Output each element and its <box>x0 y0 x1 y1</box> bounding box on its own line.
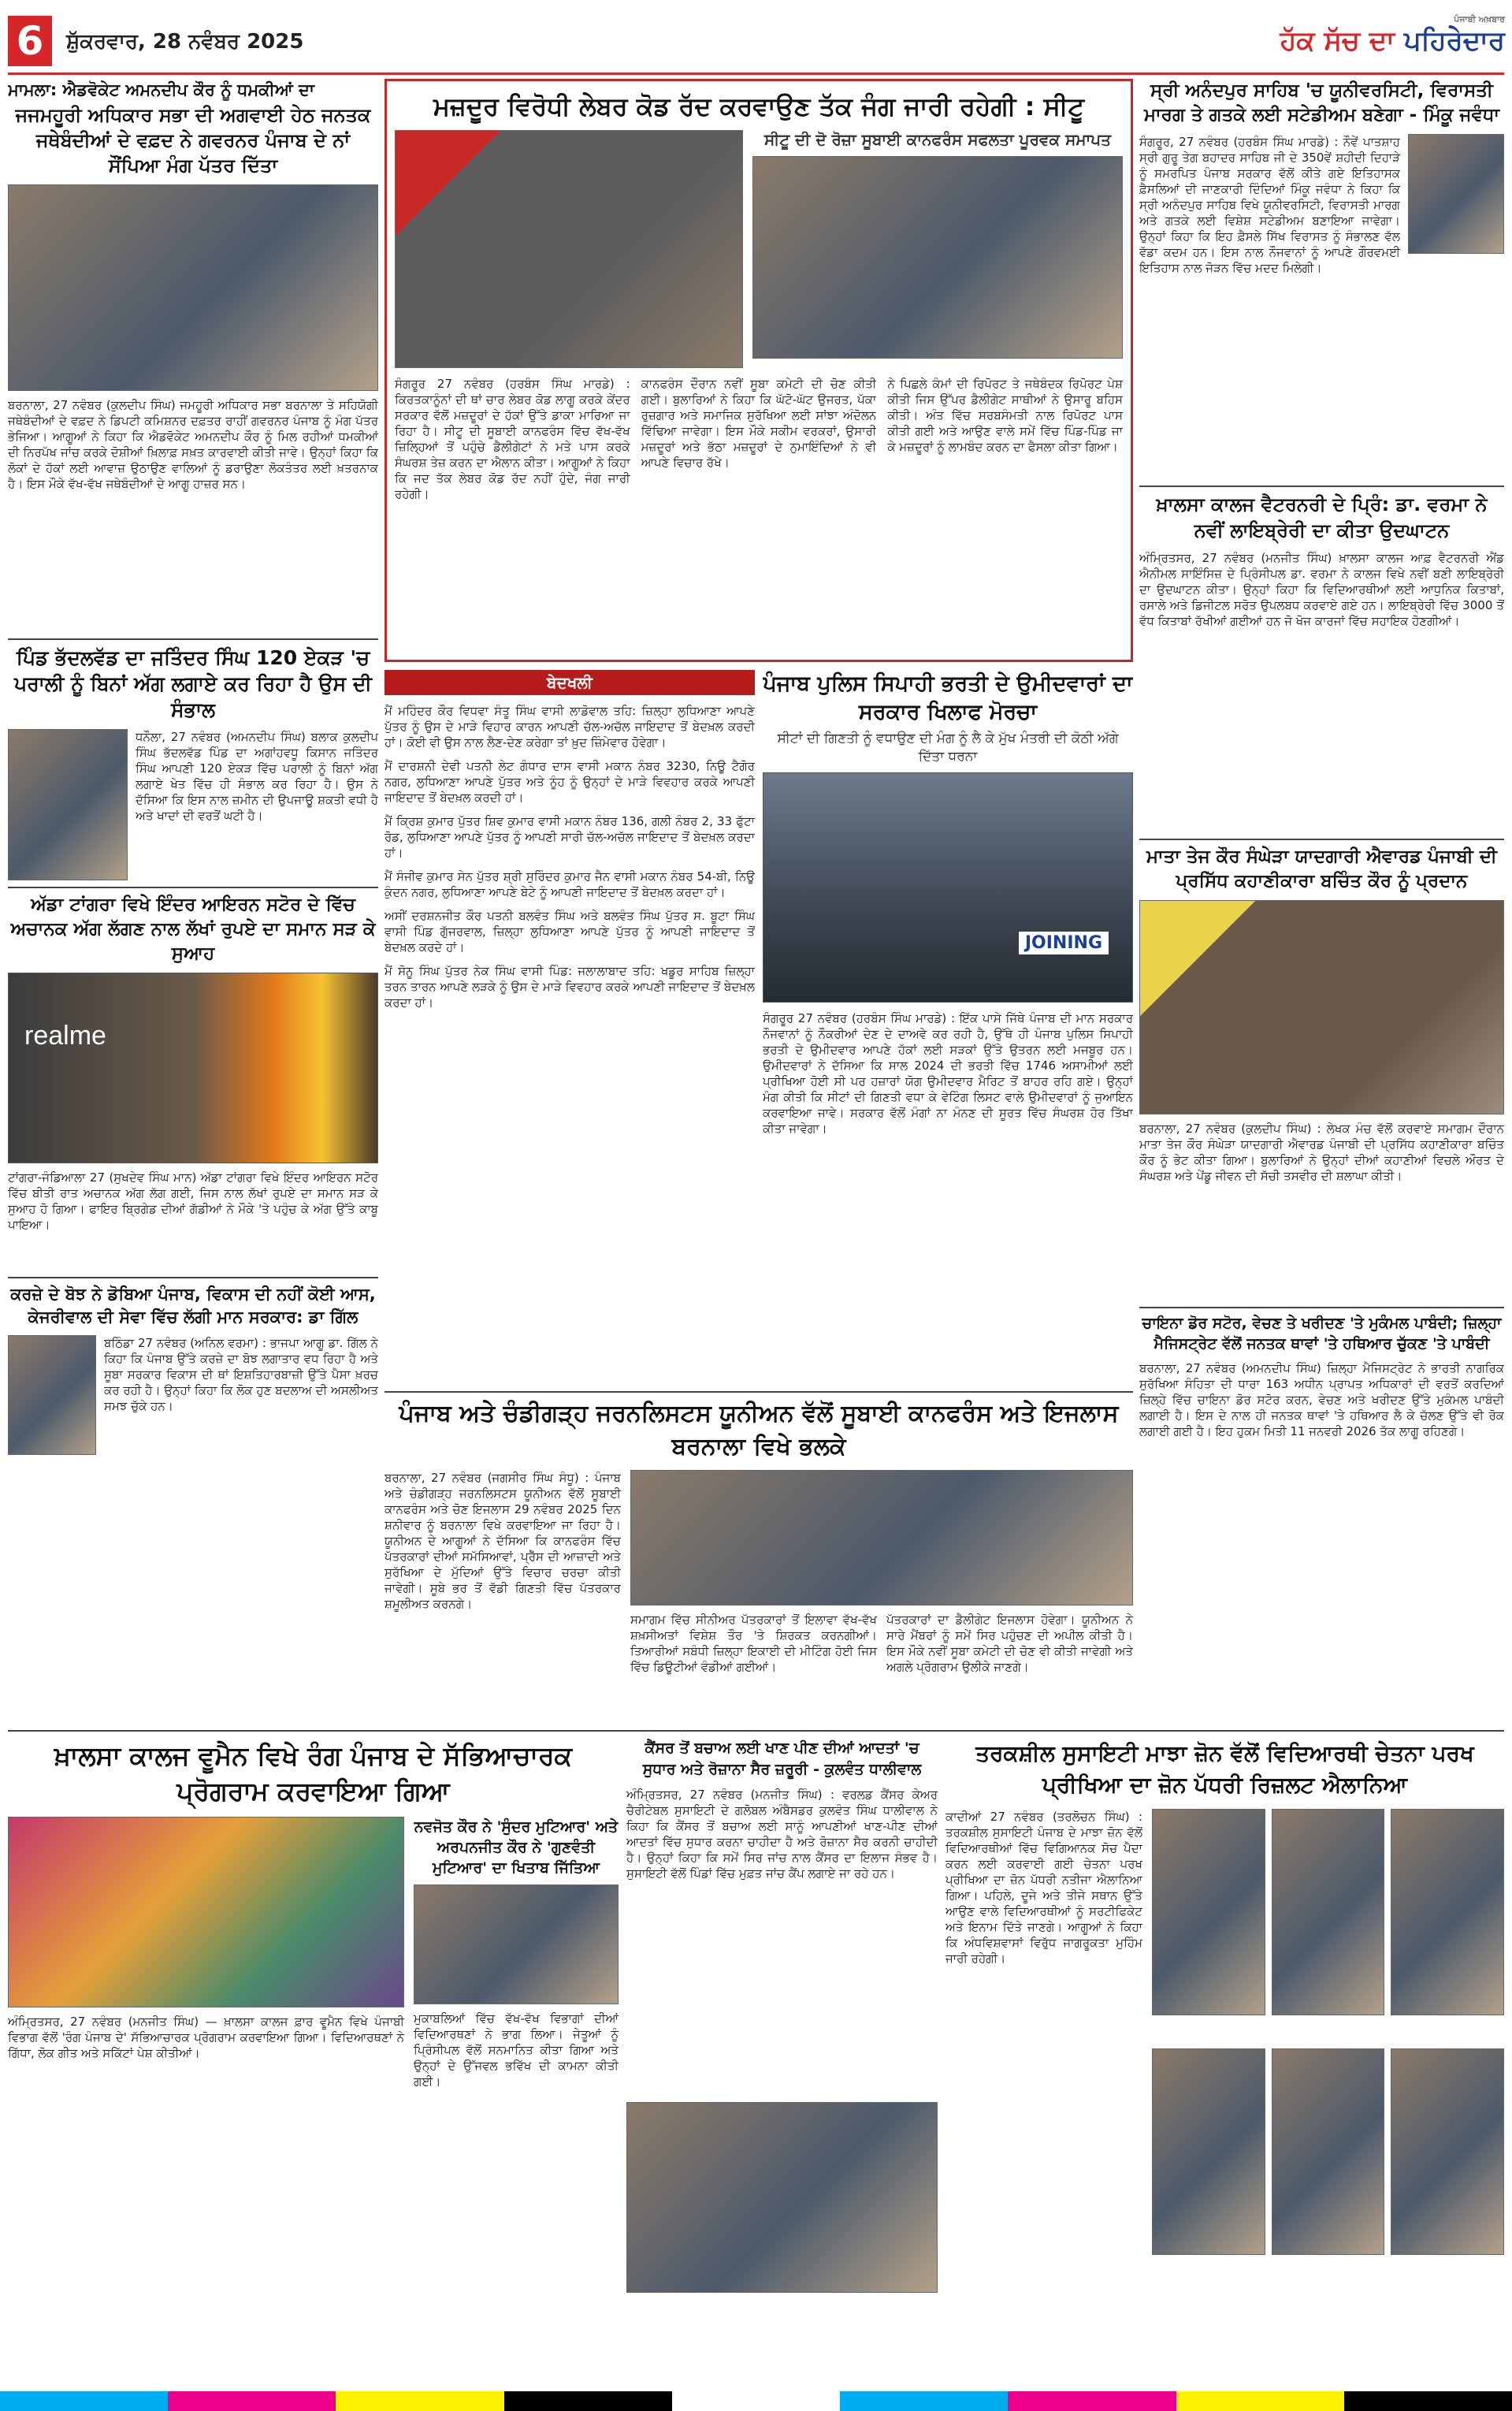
cancer-body: ਅੰਮ੍ਰਿਤਸਰ, 27 ਨਵੰਬਰ (ਮਨਜੀਤ ਸਿੰਘ) : ਵਰਲਡ ਕੈਂਸਰ ਕੇਅਰ ਚੈਰੀਟੇਬਲ ਸੁਸਾਇਟੀ ਦੇ ਗਲੋਬਲ ਅੰਬੈਸਡਰ ਕੁਲਵੰਤ ਸਿੰਘ ਧਾਲੀਵਾਲ ਨੇ ਕਿਹਾ ਕਿ ਕੈਂਸਰ ਤੋਂ ਬਚਾਅ ਲਈ ਸਾਨੂੰ ਆਪਣੀਆਂ ਖਾਣ-ਪੀਣ ਦੀਆਂ ਆਦਤਾਂ ਵਿੱਚ ਸੁਧਾਰ ਕਰਨਾ ਚਾਹੀਦਾ ਹੈ ਅਤੇ ਰੋਜ਼ਾਨਾ ਸੈਰ ਕਰਨੀ ਚਾਹੀਦੀ ਹੈ। ਉਨ੍ਹਾਂ ਕਿਹਾ ਕਿ ਸਮੇਂ ਸਿਰ ਜਾਂਚ ਨਾਲ ਕੈਂਸਰ ਦਾ ਇਲਾਜ ਸੰਭਵ ਹੈ। ਸੁਸਾਇਟੀ ਵੱਲੋਂ ਪਿੰਡਾਂ ਵਿੱਚ ਮੁਫ਼ਤ ਜਾਂਚ ਕੈਂਪ ਲਗਾਏ ਜਾ ਰਹੇ ਹਨ। <box>626 1788 938 1881</box>
divider <box>1139 839 1504 840</box>
date-line: ਸ਼ੁੱਕਰਵਾਰ, 28 ਨਵੰਬਰ 2025 <box>66 30 304 54</box>
color-swatch <box>1344 2391 1512 2411</box>
bedkhali-title: ਬੇਦਖਲੀ <box>385 670 755 695</box>
r-story1-headline: ਸ੍ਰੀ ਅਨੰਦਪੁਰ ਸਾਹਿਬ 'ਚ ਯੂਨੀਵਰਸਿਟੀ, ਵਿਰਾਸਤੀ ਮਾਰਗ ਤੇ ਗਤਕੇ ਲਈ ਸਟੇਡੀਅਮ ਬਣੇਗਾ - ਮਿੰਕੂ ਜਵੰਧਾ <box>1143 80 1500 125</box>
cancer-story <box>626 1738 938 2368</box>
masthead-rule <box>8 73 1504 75</box>
r-story3-headline: ਮਾਤਾ ਤੇਜ ਕੌਰ ਸੰਘੇੜਾ ਯਾਦਗਾਰੀ ਐਵਾਰਡ ਪੰਜਾਬੀ ਦੀ ਪ੍ਰਸਿੱਧ ਕਹਾਣੀਕਾਰਾ ਬਚਿੰਤ ਕੌਰ ਨੂੰ ਪ੍ਰਦਾਨ <box>1146 846 1497 891</box>
r-story2-body: ਅੰਮ੍ਰਿਤਸਰ, 27 ਨਵੰਬਰ (ਮਨਜੀਤ ਸਿੰਘ) ਖ਼ਾਲਸਾ ਕਾਲਜ ਆਫ਼ ਵੈਟਰਨਰੀ ਐਂਡ ਐਨੀਮਲ ਸਾਇੰਸਿਜ਼ ਦੇ ਪ੍ਰਿੰਸੀਪਲ ਡਾ. ਵਰਮਾ ਨੇ ਕਾਲਜ ਵਿਖੇ ਨਵੀਂ ਬਣੀ ਲਾਇਬ੍ਰੇਰੀ ਦਾ ਉਦਘਾਟਨ ਕੀਤਾ। ਉਨ੍ਹਾਂ ਕਿਹਾ ਕਿ ਵਿਦਿਆਰਥੀਆਂ ਲਈ ਆਧੁਨਿਕ ਕਿਤਾਬਾਂ, ਰਸਾਲੇ ਅਤੇ ਡਿਜੀਟਲ ਸਰੋਤ ਉਪਲਬਧ ਕਰਵਾਏ ਗਏ ਹਨ। ਲਾਇਬ੍ਰੇਰੀ ਵਿੱਚ 3000 ਤੋਂ ਵੱਧ ਕਿਤਾਬਾਂ ਰੱਖੀਆਂ ਗਈਆਂ ਹਨ ਜੋ ਖੋਜ ਕਾਰਜਾਂ ਵਿੱਚ ਸਹਾਇਕ ਹੋਣਗੀਆਂ। <box>1139 551 1504 628</box>
left-column <box>8 79 378 1726</box>
story1-headline: ਜਜਮਹੂਰੀ ਅਧਿਕਾਰ ਸਭਾ ਦੀ ਅਗਵਾਈ ਹੇਠ ਜਨਤਕ ਜਥੇਬੰਦੀਆਂ ਦੇ ਵਫ਼ਦ ਨੇ ਗਵਰਨਰ ਪੰਜਾਬ ਦੇ ਨਾਂ ਸੌਂਪਿਆ ਮੰਗ ਪੱਤਰ ਦਿੱਤਾ <box>15 104 371 177</box>
journalists-headline: ਪੰਜਾਬ ਅਤੇ ਚੰਡੀਗੜ੍ਹ ਜਰਨਲਿਸਟਸ ਯੂਨੀਅਨ ਵੱਲੋਂ ਸੂਬਾਈ ਕਾਨਫਰੰਸ ਅਤੇ ਇਜਲਾਸ ਬਰਨਾਲਾ ਵਿਖੇ ਭਲਕੇ <box>399 1400 1119 1460</box>
lead-headline: ਮਜ਼ਦੂਰ ਵਿਰੋਧੀ ਲੇਬਰ ਕੋਡ ਰੱਦ ਕਰਵਾਉਣ ਤੱਕ ਜੰਗ ਜਾਰੀ ਰਹੇਗੀ : ਸੀਟੂ <box>433 91 1084 121</box>
divider <box>8 638 378 640</box>
student-photo <box>1272 1809 1385 2015</box>
story3-headline: ਅੱਡਾ ਟਾਂਗਰਾ ਵਿਖੇ ਇੰਦਰ ਆਇਰਨ ਸਟੋਰ ਦੇ ਵਿੱਚ ਅਚਾਨਕ ਅੱਗ ਲੱਗਣ ਨਾਲ ਲੱਖਾਂ ਰੁਪਏ ਦਾ ਸਮਾਨ ਸੜ ਕੇ ਸੁਆਹ <box>10 895 376 964</box>
lead-photo-main <box>395 130 743 368</box>
tarksheel-body: ਕਾਦੀਆਂ 27 ਨਵੰਬਰ (ਤਰਲੋਚਨ ਸਿੰਘ) : ਤਰਕਸ਼ੀਲ ਸੁਸਾਇਟੀ ਪੰਜਾਬ ਦੇ ਮਾਝਾ ਜ਼ੋਨ ਵੱਲੋਂ ਵਿਦਿਆਰਥੀਆਂ ਵਿੱਚ ਵਿਗਿਆਨਕ ਸੋਚ ਪੈਦਾ ਕਰਨ ਲਈ ਕਰਵਾਈ ਗਈ ਚੇਤਨਾ ਪਰਖ ਪ੍ਰੀਖਿਆ ਦਾ ਜ਼ੋਨ ਪੱਧਰੀ ਨਤੀਜਾ ਐਲਾਨਿਆ ਗਿਆ। ਪਹਿਲੇ, ਦੂਜੇ ਅਤੇ ਤੀਜੇ ਸਥਾਨ ਉੱਤੇ ਆਉਣ ਵਾਲੇ ਵਿਦਿਆਰਥੀਆਂ ਨੂੰ ਸਰਟੀਫਿਕੇਟ ਅਤੇ ਇਨਾਮ ਦਿੱਤੇ ਜਾਣਗੇ। ਆਗੂਆਂ ਨੇ ਕਿਹਾ ਕਿ ਅੰਧਵਿਸ਼ਵਾਸਾਂ ਵਿਰੁੱਧ ਜਾਗਰੂਕਤਾ ਮੁਹਿੰਮ ਜਾਰੀ ਰਹੇਗੀ। <box>945 1810 1142 1966</box>
story2-headline: ਪਿੰਡ ਭੱਦਲਵੱਡ ਦਾ ਜਤਿੰਦਰ ਸਿੰਘ 120 ਏਕੜ 'ਚ ਪਰਾਲੀ ਨੂੰ ਬਿਨਾਂ ਅੱਗ ਲਗਾਏ ਕਰ ਰਿਹਾ ਹੈ ਉਸ ਦੀ ਸੰਭਾਲ <box>14 646 372 721</box>
navjot-headline: ਨਵਜੋਤ ਕੌਰ ਨੇ 'ਸੁੰਦਰ ਮੁਟਿਆਰ' ਅਤੇ ਅਰਪਨਜੀਤ ਕੌਰ ਨੇ 'ਗੁਣਵੰਤੀ ਮੁਟਿਆਰ' ਦਾ ਖਿਤਾਬ ਜਿੱਤਿਆ <box>414 1818 619 1877</box>
bedkhali-item: ਅਸੀਂ ਦਰਸ਼ਨਜੀਤ ਕੌਰ ਪਤਨੀ ਬਲਵੰਤ ਸਿੰਘ ਅਤੇ ਬਲਵੰਤ ਸਿੰਘ ਪੁੱਤਰ ਸ. ਬੂਟਾ ਸਿੰਘ ਵਾਸੀ ਪਿੰਡ ਗੁੱਜਰਵਾਲ, ਜ਼ਿਲ੍ਹਾ ਲੁਧਿਆਣਾ ਆਪਣੇ ਪੁੱਤਰ ਨੂੰ ਆਪਣੀ ਜਾਇਦਾਦ ਤੋਂ ਬੇਦਖ਼ਲ ਕਰਦੇ ਹਾਂ। <box>385 909 755 954</box>
journalists-photo <box>630 1470 1133 1605</box>
student-photo <box>1152 1809 1265 2015</box>
story1-photo <box>8 184 378 391</box>
lead-subhead: ਸੀਟੂ ਦੀ ਦੋ ਰੋਜ਼ਾ ਸੂਬਾਈ ਕਾਨਫਰੰਸ ਸਫਲਤਾ ਪੂਰਵਕ ਸਮਾਪਤ <box>763 130 1112 149</box>
police-subhead: ਸੀਟਾਂ ਦੀ ਗਿਣਤੀ ਨੂੰ ਵਧਾਉਣ ਦੀ ਮੰਗ ਨੂੰ ਲੈ ਕੇ ਮੁੱਖ ਮੰਤਰੀ ਦੀ ਕੋਠੀ ਅੱਗੇ ਦਿੱਤਾ ਧਰਨਾ <box>777 731 1119 765</box>
student-photo <box>1391 1809 1504 2015</box>
story4-body: ਬਠਿੰਡਾ 27 ਨਵੰਬਰ (ਅਨਿਲ ਵਰਮਾ) : ਭਾਜਪਾ ਆਗੂ ਡਾ. ਗਿੱਲ ਨੇ ਕਿਹਾ ਕਿ ਪੰਜਾਬ ਉੱਤੇ ਕਰਜ਼ੇ ਦਾ ਬੋਝ ਲਗਾਤਾਰ ਵਧ ਰਿਹਾ ਹੈ ਅਤੇ ਸੂਬਾ ਸਰਕਾਰ ਵਿਕਾਸ ਦੀ ਥਾਂ ਇਸ਼ਤਿਹਾਰਬਾਜ਼ੀ ਉੱਤੇ ਪੈਸਾ ਖ਼ਰਚ ਕਰ ਰਹੀ ਹੈ। ਉਨ੍ਹਾਂ ਕਿਹਾ ਕਿ ਲੋਕ ਹੁਣ ਬਦਲਾਅ ਦੀ ਅਸਲੀਅਤ ਸਮਝ ਚੁੱਕੇ ਹਨ। <box>104 1336 378 1413</box>
page-number: 6 <box>8 16 52 66</box>
store-sign-text: realme <box>24 1021 106 1051</box>
student-photo <box>1152 2048 1265 2255</box>
student-photo <box>1391 2048 1504 2255</box>
lead-body-mid: ਕਾਨਫਰੰਸ ਦੌਰਾਨ ਨਵੀਂ ਸੂਬਾ ਕਮੇਟੀ ਦੀ ਚੋਣ ਕੀਤੀ ਗਈ। ਬੁਲਾਰਿਆਂ ਨੇ ਕਿਹਾ ਕਿ ਘੱਟੋ-ਘੱਟ ਉਜਰਤ, ਪੱਕਾ ਰੁਜ਼ਗਾਰ ਅਤੇ ਸਮਾਜਿਕ ਸੁਰੱਖਿਆ ਲਈ ਸਾਂਝਾ ਅੰਦੋਲਨ ਵਿੱਢਿਆ ਜਾਵੇਗਾ। ਇਸ ਮੌਕੇ ਸਕੀਮ ਵਰਕਰਾਂ, ਉਸਾਰੀ ਮਜ਼ਦੂਰਾਂ ਅਤੇ ਭੱਠਾ ਮਜ਼ਦੂਰਾਂ ਦੇ ਨੁਮਾਇੰਦਿਆਂ ਨੇ ਵੀ ਆਪਣੇ ਵਿਚਾਰ ਰੱਖੇ। <box>641 377 877 470</box>
fire-photo <box>8 973 378 1163</box>
right-column <box>1139 79 1504 1726</box>
lead-body-right: ਨੇ ਪਿਛਲੇ ਕੰਮਾਂ ਦੀ ਰਿਪੋਰਟ ਤੇ ਜਥੇਬੰਦਕ ਰਿਪੋਰਟ ਪੇਸ਼ ਕੀਤੀ ਜਿਸ ਉੱਪਰ ਡੈਲੀਗੇਟ ਸਾਥੀਆਂ ਨੇ ਉਸਾਰੂ ਬਹਿਸ ਕੀਤੀ। ਅੰਤ ਵਿੱਚ ਸਰਬਸੰਮਤੀ ਨਾਲ ਰਿਪੋਰਟ ਪਾਸ ਕੀਤੀ ਗਈ ਅਤੇ ਆਉਣ ਵਾਲੇ ਸਮੇਂ ਵਿੱਚ ਪਿੰਡ-ਪਿੰਡ ਜਾ ਕੇ ਮਜ਼ਦੂਰਾਂ ਨੂੰ ਲਾਮਬੰਦ ਕਰਨ ਦਾ ਫੈਸਲਾ ਕੀਤਾ ਗਿਆ। <box>887 377 1124 454</box>
color-swatch <box>168 2391 336 2411</box>
bedkhali-item: ਮੈਂ ਸੋਨੂ ਸਿੰਘ ਪੁੱਤਰ ਨੇਕ ਸਿੰਘ ਵਾਸੀ ਪਿੰਡ: ਜਲਾਲਾਬਾਦ ਤਹਿ: ਖਡੂਰ ਸਾਹਿਬ ਜ਼ਿਲ੍ਹਾ ਤਰਨ ਤਾਰਨ ਆਪਣੇ ਲੜਕੇ ਨੂੰ ਉਸ ਦੇ ਮਾੜੇ ਵਿਵਹਾਰ ਕਰਕੇ ਆਪਣੀ ਜਾਇਦਾਦ ਤੋਂ ਬੇਦਖ਼ਲ ਕਰਦਾ ਹਾਂ। <box>385 964 755 1010</box>
tarksheel-headline: ਤਰਕਸ਼ੀਲ ਸੁਸਾਇਟੀ ਮਾਝਾ ਜ਼ੋਨ ਵੱਲੋਂ ਵਿਦਿਆਰਥੀ ਚੇਤਨਾ ਪਰਖ ਪ੍ਰੀਖਿਆ ਦਾ ਜ਼ੋਨ ਪੱਧਰੀ ਰਿਜ਼ਲਟ ਐਲਾਨਿਆ <box>975 1740 1474 1798</box>
divider <box>1139 1307 1504 1308</box>
journalists-story <box>385 1391 1133 1722</box>
journalists-body-mid: ਸਮਾਗਮ ਵਿੱਚ ਸੀਨੀਅਰ ਪੱਤਰਕਾਰਾਂ ਤੋਂ ਇਲਾਵਾ ਵੱਖ-ਵੱਖ ਸ਼ਖ਼ਸੀਅਤਾਂ ਵਿਸ਼ੇਸ਼ ਤੌਰ 'ਤੇ ਸ਼ਿਰਕਤ ਕਰਨਗੀਆਂ। ਤਿਆਰੀਆਂ ਸਬੰਧੀ ਜ਼ਿਲ੍ਹਾ ਇਕਾਈ ਦੀ ਮੀਟਿੰਗ ਹੋਈ ਜਿਸ ਵਿੱਚ ਡਿਊਟੀਆਂ ਵੰਡੀਆਂ ਗਈਆਂ। <box>630 1613 877 1674</box>
lead-photo-crowd <box>752 156 1123 359</box>
bedkhali-item: ਮੈਂ ਮਹਿੰਦਰ ਕੌਰ ਵਿਧਵਾ ਸੰਤੂ ਸਿੰਘ ਵਾਸੀ ਲਾਡੋਵਾਲ ਤਹਿ: ਜ਼ਿਲ੍ਹਾ ਲੁਧਿਆਣਾ ਆਪਣੇ ਪੁੱਤਰ ਨੂੰ ਉਸ ਦੇ ਮਾੜੇ ਵਿਹਾਰ ਕਾਰਨ ਆਪਣੀ ਚੱਲ-ਅਚੱਲ ਜਾਇਦਾਦ ਤੋਂ ਬੇਦਖ਼ਲ ਕਰਦੀ ਹਾਂ। ਕੋਈ ਵੀ ਉਸ ਨਾਲ ਲੈਣ-ਦੇਣ ਕਰੇਗਾ ਤਾਂ ਖ਼ੁਦ ਜ਼ਿੰਮੇਵਾਰ ਹੋਵੇਗਾ। <box>385 704 755 750</box>
color-swatch <box>672 2391 840 2411</box>
divider <box>1139 486 1504 487</box>
color-swatch <box>1008 2391 1176 2411</box>
print-color-band <box>0 2391 1512 2411</box>
cancer-headline: ਕੈਂਸਰ ਤੋਂ ਬਚਾਅ ਲਈ ਖਾਣ ਪੀਣ ਦੀਆਂ ਆਦਤਾਂ 'ਚ ਸੁਧਾਰ ਅਤੇ ਰੋਜ਼ਾਨਾ ਸੈਰ ਜ਼ਰੂਰੀ - ਕੁਲਵੰਤ ਧਾਲੀਵਾਲ <box>642 1739 922 1778</box>
bedkhali-item: ਮੈਂ ਦਾਰਸ਼ਨੀ ਦੇਵੀ ਪਤਨੀ ਲੇਟ ਗੰਧਾਰ ਦਾਸ ਵਾਸੀ ਮਕਾਨ ਨੰਬਰ 3230, ਨਿਊ ਟੈਗੋਰ ਨਗਰ, ਲੁਧਿਆਣਾ ਆਪਣੇ ਪੁੱਤਰ ਅਤੇ ਨੂੰਹ ਨੂੰ ਉਨ੍ਹਾਂ ਦੇ ਮਾੜੇ ਵਿਵਹਾਰ ਕਰਕੇ ਆਪਣੀ ਜਾਇਦਾਦ ਤੋਂ ਬੇਦਖ਼ਲ ਕਰਦੀ ਹਾਂ। <box>385 759 755 805</box>
brand-logo <box>1135 14 1505 61</box>
r-story4-body: ਬਰਨਾਲਾ, 27 ਨਵੰਬਰ (ਅਮਨਦੀਪ ਸਿੰਘ) ਜ਼ਿਲ੍ਹਾ ਮੈਜਿਸਟ੍ਰੇਟ ਨੇ ਭਾਰਤੀ ਨਾਗਰਿਕ ਸੁਰੱਖਿਆ ਸੰਹਿਤਾ ਦੀ ਧਾਰਾ 163 ਅਧੀਨ ਪ੍ਰਾਪਤ ਅਧਿਕਾਰਾਂ ਦੀ ਵਰਤੋਂ ਕਰਦਿਆਂ ਜ਼ਿਲ੍ਹੇ ਵਿੱਚ ਚਾਇਨਾ ਡੋਰ ਸਟੋਰ ਕਰਨ, ਵੇਚਣ ਅਤੇ ਖਰੀਦਣ ਉੱਤੇ ਮੁਕੰਮਲ ਪਾਬੰਦੀ ਲਗਾਈ ਹੈ। ਇਸ ਦੇ ਨਾਲ ਹੀ ਜਨਤਕ ਥਾਵਾਂ 'ਤੇ ਹਥਿਆਰ ਲੈ ਕੇ ਚੱਲਣ ਉੱਤੇ ਵੀ ਰੋਕ ਲਗਾਈ ਗਈ ਹੈ। ਇਹ ਹੁਕਮ ਮਿਤੀ 11 ਜਨਵਰੀ 2026 ਤੱਕ ਲਾਗੂ ਰਹਿਣਗੇ। <box>1139 1361 1504 1438</box>
award-photo <box>1139 900 1504 1114</box>
speaker-portrait <box>8 1335 96 1455</box>
protest-photo <box>763 772 1133 1003</box>
r-story1-body: ਸੰਗਰੂਰ, 27 ਨਵੰਬਰ (ਹਰਬੰਸ ਸਿੰਘ ਮਾਰਡੇ) : ਨੌਵੇਂ ਪਾਤਸ਼ਾਹ ਸ੍ਰੀ ਗੁਰੂ ਤੇਗ ਬਹਾਦਰ ਸਾਹਿਬ ਜੀ ਦੇ 350ਵੇਂ ਸ਼ਹੀਦੀ ਦਿਹਾੜੇ ਨੂੰ ਸਮਰਪਿਤ ਪੰਜਾਬ ਸਰਕਾਰ ਵੱਲੋਂ ਕੀਤੇ ਗਏ ਇਤਿਹਾਸਕ ਫ਼ੈਸਲਿਆਂ ਦੀ ਜਾਣਕਾਰੀ ਦਿੰਦਿਆਂ ਮਿੰਕੂ ਜਵੰਧਾ ਨੇ ਕਿਹਾ ਕਿ ਸ੍ਰੀ ਅਨੰਦਪੁਰ ਸਾਹਿਬ ਵਿਖੇ ਯੂਨੀਵਰਸਿਟੀ, ਵਿਰਾਸਤੀ ਮਾਰਗ ਅਤੇ ਗਤਕੇ ਲਈ ਵਿਸ਼ੇਸ਼ ਸਟੇਡੀਅਮ ਬਣਾਇਆ ਜਾਵੇਗਾ। ਉਨ੍ਹਾਂ ਕਿਹਾ ਕਿ ਇਹ ਫ਼ੈਸਲੇ ਸਿੱਖ ਵਿਰਾਸਤ ਨੂੰ ਸੰਭਾਲਣ ਵੱਲ ਵੱਡਾ ਕਦਮ ਹਨ। ਇਸ ਨਾਲ ਨੌਜਵਾਨਾਂ ਨੂੰ ਆਪਣੇ ਗੌਰਵਮਈ ਇਤਿਹਾਸ ਨਾਲ ਜੋੜਨ ਵਿੱਚ ਮਦਦ ਮਿਲੇਗੀ। <box>1139 135 1400 275</box>
r-story4-headline: ਚਾਇਨਾ ਡੋਰ ਸਟੋਰ, ਵੇਚਣ ਤੇ ਖਰੀਦਣ 'ਤੇ ਮੁਕੰਮਲ ਪਾਬੰਦੀ; ਜ਼ਿਲ੍ਹਾ ਮੈਜਿਸਟ੍ਰੇਟ ਵੱਲੋਂ ਜਨਤਕ ਥਾਵਾਂ 'ਤੇ ਹਥਿਆਰ ਚੁੱਕਣ 'ਤੇ ਪਾਬੰਦੀ <box>1142 1315 1502 1352</box>
tarksheel-story <box>945 1738 1504 2368</box>
khalsa-story <box>8 1738 619 2368</box>
lead-story-box <box>385 79 1133 662</box>
journalists-body-right: ਪੱਤਰਕਾਰਾਂ ਦਾ ਡੈਲੀਗੇਟ ਇਜਲਾਸ ਹੋਵੇਗਾ। ਯੂਨੀਅਨ ਨੇ ਸਾਰੇ ਮੈਂਬਰਾਂ ਨੂੰ ਸਮੇਂ ਸਿਰ ਪਹੁੰਚਣ ਦੀ ਅਪੀਲ ਕੀਤੀ ਹੈ। ਇਸ ਮੌਕੇ ਨਵੀਂ ਸੂਬਾ ਕਮੇਟੀ ਦੀ ਚੋਣ ਵੀ ਕੀਤੀ ਜਾਵੇਗੀ ਅਤੇ ਅਗਲੇ ਪ੍ਰੋਗਰਾਮ ਉਲੀਕੇ ਜਾਣਗੇ। <box>886 1613 1133 1674</box>
police-body: ਸੰਗਰੂਰ 27 ਨਵੰਬਰ (ਹਰਬੰਸ ਸਿੰਘ ਮਾਰਡੇ) : ਇੱਕ ਪਾਸੇ ਜਿੱਥੇ ਪੰਜਾਬ ਦੀ ਮਾਨ ਸਰਕਾਰ ਨੌਜਵਾਨਾਂ ਨੂੰ ਨੌਕਰੀਆਂ ਦੇਣ ਦੇ ਦਾਅਵੇ ਕਰ ਰਹੀ ਹੈ, ਉੱਥੇ ਹੀ ਪੰਜਾਬ ਪੁਲਿਸ ਸਿਪਾਹੀ ਭਰਤੀ ਦੇ ਉਮੀਦਵਾਰ ਆਪਣੇ ਹੱਕਾਂ ਲਈ ਸੜਕਾਂ ਉੱਤੇ ਉਤਰਨ ਲਈ ਮਜਬੂਰ ਹਨ। ਉਮੀਦਵਾਰਾਂ ਨੇ ਦੱਸਿਆ ਕਿ ਸਾਲ 2024 ਦੀ ਭਰਤੀ ਵਿੱਚ 1746 ਅਸਾਮੀਆਂ ਲਈ ਪ੍ਰੀਖਿਆ ਹੋਈ ਸੀ ਪਰ ਹਜ਼ਾਰਾਂ ਯੋਗ ਉਮੀਦਵਾਰ ਮੈਰਿਟ ਤੋਂ ਬਾਹਰ ਰਹਿ ਗਏ। ਉਨ੍ਹਾਂ ਮੰਗ ਕੀਤੀ ਕਿ ਸੀਟਾਂ ਦੀ ਗਿਣਤੀ ਵਧਾ ਕੇ ਵੇਟਿੰਗ ਲਿਸਟ ਵਾਲੇ ਉਮੀਦਵਾਰਾਂ ਨੂੰ ਜੁਆਇਨ ਕਰਵਾਇਆ ਜਾਵੇ। ਸਰਕਾਰ ਵੱਲੋਂ ਮੰਗਾਂ ਨਾ ਮੰਨਣ ਦੀ ਸੂਰਤ ਵਿੱਚ ਸੰਘਰਸ਼ ਹੋਰ ਤਿੱਖਾ ਕੀਤਾ ਜਾਵੇਗਾ। <box>763 1011 1133 1136</box>
journalists-body-left: ਬਰਨਾਲਾ, 27 ਨਵੰਬਰ (ਜਗਸੀਰ ਸਿੰਘ ਸੰਧੂ) : ਪੰਜਾਬ ਅਤੇ ਚੰਡੀਗੜ੍ਹ ਜਰਨਲਿਸਟਸ ਯੂਨੀਅਨ ਵੱਲੋਂ ਸੂਬਾਈ ਕਾਨਫਰੰਸ ਅਤੇ ਚੋਣ ਇਜਲਾਸ 29 ਨਵੰਬਰ 2025 ਦਿਨ ਸ਼ਨੀਵਾਰ ਨੂੰ ਬਰਨਾਲਾ ਵਿਖੇ ਕਰਵਾਇਆ ਜਾ ਰਿਹਾ ਹੈ। ਯੂਨੀਅਨ ਦੇ ਆਗੂਆਂ ਨੇ ਦੱਸਿਆ ਕਿ ਕਾਨਫਰੰਸ ਵਿੱਚ ਪੱਤਰਕਾਰਾਂ ਦੀਆਂ ਸਮੱਸਿਆਵਾਂ, ਪ੍ਰੈੱਸ ਦੀ ਆਜ਼ਾਦੀ ਅਤੇ ਸੁਰੱਖਿਆ ਦੇ ਮੁੱਦਿਆਂ ਉੱਤੇ ਵਿਚਾਰ ਚਰਚਾ ਕੀਤੀ ਜਾਵੇਗੀ। ਸੂਬੇ ਭਰ ਤੋਂ ਵੱਡੀ ਗਿਣਤੀ ਵਿੱਚ ਪੱਤਰਕਾਰ ਸ਼ਮੂਲੀਅਤ ਕਰਨਗੇ। <box>385 1471 621 1611</box>
khalsa-group-photo <box>8 1817 404 2007</box>
brand-tag: ਪੰਜਾਬੀ ਅਖ਼ਬਾਰ <box>1454 14 1505 24</box>
divider <box>8 887 378 888</box>
student-photo <box>1272 2048 1385 2255</box>
story2-body: ਧਨੌਲਾ, 27 ਨਵੰਬਰ (ਅਮਨਦੀਪ ਸਿੰਘ) ਬਲਾਕ ਕੁਲਦੀਪ ਸਿੰਘ ਭੱਦਲਵੱਡ ਪਿੰਡ ਦਾ ਅਗਾਂਹਵਧੂ ਕਿਸਾਨ ਜਤਿੰਦਰ ਸਿੰਘ ਆਪਣੀ 120 ਏਕੜ ਵਿੱਚ ਪਰਾਲੀ ਨੂੰ ਬਿਨਾਂ ਅੱਗ ਲਗਾਏ ਖੇਤ ਵਿੱਚ ਹੀ ਸੰਭਾਲ ਕਰ ਰਿਹਾ ਹੈ। ਉਸ ਨੇ ਦੱਸਿਆ ਕਿ ਇਸ ਨਾਲ ਜ਼ਮੀਨ ਦੀ ਉਪਜਾਊ ਸ਼ਕਤੀ ਵਧੀ ਹੈ ਅਤੇ ਖਾਦਾਂ ਦੀ ਵਰਤੋਂ ਘਟੀ ਹੈ। <box>136 730 378 823</box>
minister-portrait <box>1408 134 1504 254</box>
color-swatch <box>336 2391 503 2411</box>
story3-body: ਟਾਂਗਰਾ-ਜੰਡਿਆਲਾ 27 (ਸੁਖਦੇਵ ਸਿੰਘ ਮਾਨ) ਅੱਡਾ ਟਾਂਗਰਾ ਵਿਖੇ ਇੰਦਰ ਆਇਰਨ ਸਟੋਰ ਵਿੱਚ ਬੀਤੀ ਰਾਤ ਅਚਾਨਕ ਅੱਗ ਲੱਗ ਗਈ, ਜਿਸ ਨਾਲ ਲੱਖਾਂ ਰੁਪਏ ਦਾ ਸਮਾਨ ਸੜ ਕੇ ਸੁਆਹ ਹੋ ਗਿਆ। ਫਾਇਰ ਬ੍ਰਿਗੇਡ ਦੀਆਂ ਗੱਡੀਆਂ ਨੇ ਮੌਕੇ 'ਤੇ ਪਹੁੰਚ ਕੇ ਅੱਗ ਉੱਤੇ ਕਾਬੂ ਪਾਇਆ। <box>8 1170 378 1232</box>
color-swatch <box>0 2391 168 2411</box>
brand-part1: ਹੱਕ ਸੱਚ ਦਾ <box>1280 25 1395 57</box>
story4-headline: ਕਰਜ਼ੇ ਦੇ ਬੋਝ ਨੇ ਡੋਬਿਆ ਪੰਜਾਬ, ਵਿਕਾਸ ਦੀ ਨਹੀਂ ਕੋਈ ਆਸ, ਕੇਜਰੀਵਾਲ ਦੀ ਸੇਵਾ ਵਿੱਚ ਲੱਗੀ ਮਾਨ ਸਰਕਾਰ: ਡਾ ਗਿੱਲ <box>10 1285 376 1326</box>
farmer-portrait <box>8 729 128 880</box>
color-swatch <box>1176 2391 1344 2411</box>
divider <box>8 1277 378 1278</box>
r-story2-headline: ਖ਼ਾਲਸਾ ਕਾਲਜ ਵੈਟਰਨਰੀ ਦੇ ਪ੍ਰਿੰ: ਡਾ. ਵਰਮਾ ਨੇ ਨਵੀਂ ਲਾਇਬ੍ਰੇਰੀ ਦਾ ਕੀਤਾ ਉਦਘਾਟਨ <box>1156 493 1488 541</box>
lead-body-left: ਸੰਗਰੂਰ 27 ਨਵੰਬਰ (ਹਰਬੰਸ ਸਿੰਘ ਮਾਰਡੇ) : ਕਿਰਤਕਾਨੂੰਨਾਂ ਦੀ ਥਾਂ ਚਾਰ ਲੇਬਰ ਕੋਡ ਲਾਗੂ ਕਰਕੇ ਕੇਂਦਰ ਸਰਕਾਰ ਵੱਲੋਂ ਮਜ਼ਦੂਰਾਂ ਦੇ ਹੱਕਾਂ ਉੱਤੇ ਡਾਕਾ ਮਾਰਿਆ ਜਾ ਰਿਹਾ ਹੈ। ਸੀਟੂ ਦੀ ਸੂਬਾਈ ਕਾਨਫਰੰਸ ਵਿੱਚ ਵੱਖ-ਵੱਖ ਜ਼ਿਲ੍ਹਿਆਂ ਤੋਂ ਪਹੁੰਚੇ ਡੈਲੀਗੇਟਾਂ ਨੇ ਮਤੇ ਪਾਸ ਕਰਕੇ ਸੰਘਰਸ਼ ਤੇਜ਼ ਕਰਨ ਦਾ ਐਲਾਨ ਕੀਤਾ। ਆਗੂਆਂ ਨੇ ਕਿਹਾ ਕਿ ਜਦ ਤੱਕ ਲੇਬਰ ਕੋਡ ਰੱਦ ਨਹੀਂ ਹੁੰਦੇ, ਜੰਗ ਜਾਰੀ ਰਹੇਗੀ। <box>395 377 630 501</box>
khalsa-body: ਅੰਮ੍ਰਿਤਸਰ, 27 ਨਵੰਬਰ (ਮਨਜੀਤ ਸਿੰਘ) — ਖ਼ਾਲਸਾ ਕਾਲਜ ਫ਼ਾਰ ਵੂਮੈਨ ਵਿਖੇ ਪੰਜਾਬੀ ਵਿਭਾਗ ਵੱਲੋਂ 'ਰੰਗ ਪੰਜਾਬ ਦੇ' ਸੱਭਿਆਚਾਰਕ ਪ੍ਰੋਗਰਾਮ ਕਰਵਾਇਆ ਗਿਆ। ਵਿਦਿਆਰਥਣਾਂ ਨੇ ਗਿੱਧਾ, ਲੋਕ ਗੀਤ ਅਤੇ ਸਕਿੱਟਾਂ ਪੇਸ਼ ਕੀਤੀਆਂ। <box>8 2015 404 2060</box>
bottom-divider <box>8 1730 1504 1732</box>
brand-part2: ਪਹਿਰੇਦਾਰ <box>1403 25 1505 57</box>
story1-label: ਮਾਮਲਾ: ਐਡਵੋਕੇਟ ਅਮਨਦੀਪ ਕੌਰ ਨੂੰ ਧਮਕੀਆਂ ਦਾ <box>8 80 314 99</box>
navjot-body: ਮੁਕਾਬਲਿਆਂ ਵਿੱਚ ਵੱਖ-ਵੱਖ ਵਿਭਾਗਾਂ ਦੀਆਂ ਵਿਦਿਆਰਥਣਾਂ ਨੇ ਭਾਗ ਲਿਆ। ਜੇਤੂਆਂ ਨੂੰ ਪ੍ਰਿੰਸੀਪਲ ਵੱਲੋਂ ਸਨਮਾਨਿਤ ਕੀਤਾ ਗਿਆ ਅਤੇ ਉਨ੍ਹਾਂ ਦੇ ਉੱਜਵਲ ਭਵਿੱਖ ਦੀ ਕਾਮਨਾ ਕੀਤੀ ਗਈ। <box>414 2011 619 2089</box>
color-swatch <box>840 2391 1008 2411</box>
winners-photo <box>414 1885 619 2004</box>
khalsa-headline: ਖ਼ਾਲਸਾ ਕਾਲਜ ਵੂਮੈਨ ਵਿਖੇ ਰੰਗ ਪੰਜਾਬ ਦੇ ਸੱਭਿਆਚਾਰਕ ਪ੍ਰੋਗਰਾਮ ਕਰਵਾਇਆ ਗਿਆ <box>54 1740 573 1806</box>
banner-text: JOINING <box>1019 932 1109 954</box>
r-story3-body: ਬਰਨਾਲਾ, 27 ਨਵੰਬਰ (ਕੁਲਦੀਪ ਸਿੰਘ) : ਲੇਖਕ ਮੰਚ ਵੱਲੋਂ ਕਰਵਾਏ ਸਮਾਗਮ ਦੌਰਾਨ ਮਾਤਾ ਤੇਜ ਕੌਰ ਸੰਘੇੜਾ ਯਾਦਗਾਰੀ ਐਵਾਰਡ ਪੰਜਾਬੀ ਦੀ ਪ੍ਰਸਿੱਧ ਕਹਾਣੀਕਾਰਾ ਬਚਿੰਤ ਕੌਰ ਨੂੰ ਭੇਟ ਕੀਤਾ ਗਿਆ। ਬੁਲਾਰਿਆਂ ਨੇ ਉਨ੍ਹਾਂ ਦੀਆਂ ਕਹਾਣੀਆਂ ਵਿਚਲੇ ਔਰਤ ਦੇ ਸੰਘਰਸ਼ ਅਤੇ ਪੇਂਡੂ ਜੀਵਨ ਦੀ ਸੱਚੀ ਤਸਵੀਰ ਦੀ ਸ਼ਲਾਘਾ ਕੀਤੀ। <box>1139 1122 1504 1183</box>
bedkhali-item: ਮੈਂ ਕ੍ਰਿਸ਼ ਕੁਮਾਰ ਪੁੱਤਰ ਸ਼ਿਵ ਕੁਮਾਰ ਵਾਸੀ ਮਕਾਨ ਨੰਬਰ 136, ਗਲੀ ਨੰਬਰ 2, 33 ਫੁੱਟਾ ਰੋਡ, ਲੁਧਿਆਣਾ ਆਪਣੇ ਪੁੱਤਰ ਨੂੰ ਆਪਣੀ ਸਾਰੀ ਚੱਲ-ਅਚੱਲ ਜਾਇਦਾਦ ਤੋਂ ਬੇਦਖ਼ਲ ਕਰਦਾ ਹਾਂ। <box>385 814 755 860</box>
police-headline: ਪੰਜਾਬ ਪੁਲਿਸ ਸਿਪਾਹੀ ਭਰਤੀ ਦੇ ਉਮੀਦਵਾਰਾਂ ਦਾ ਸਰਕਾਰ ਖਿਲਾਫ ਮੋਰਚਾ <box>763 672 1133 724</box>
bedkhali-item: ਮੈਂ ਸੰਜੀਵ ਕੁਮਾਰ ਸੇਨ ਪੁੱਤਰ ਸ਼੍ਰੀ ਸੁਰਿੰਦਰ ਕੁਮਾਰ ਜੈਨ ਵਾਸੀ ਮਕਾਨ ਨੰਬਰ 54-ਬੀ, ਨਿਊ ਕੁੰਦਨ ਨਗਰ, ਲੁਧਿਆਣਾ ਆਪਣੇ ਬੇਟੇ ਨੂੰ ਆਪਣੀ ਜਾਇਦਾਦ ਤੋਂ ਬੇਦਖ਼ਲ ਕਰਦਾ ਹਾਂ। <box>385 869 755 899</box>
story1-body: ਬਰਨਾਲਾ, 27 ਨਵੰਬਰ (ਕੁਲਦੀਪ ਸਿੰਘ) ਜਮਹੂਰੀ ਅਧਿਕਾਰ ਸਭਾ ਬਰਨਾਲਾ ਤੇ ਸਹਿਯੋਗੀ ਜਥੇਬੰਦੀਆਂ ਦੇ ਵਫ਼ਦ ਨੇ ਡਿਪਟੀ ਕਮਿਸ਼ਨਰ ਦਫ਼ਤਰ ਰਾਹੀਂ ਗਵਰਨਰ ਪੰਜਾਬ ਨੂੰ ਮੰਗ ਪੱਤਰ ਭੇਜਿਆ। ਆਗੂਆਂ ਨੇ ਕਿਹਾ ਕਿ ਐਡਵੋਕੇਟ ਅਮਨਦੀਪ ਕੌਰ ਨੂੰ ਮਿਲ ਰਹੀਆਂ ਧਮਕੀਆਂ ਦੀ ਨਿਰਪੱਖ ਜਾਂਚ ਕਰਕੇ ਦੋਸ਼ੀਆਂ ਖ਼ਿਲਾਫ਼ ਸਖ਼ਤ ਕਾਰਵਾਈ ਕੀਤੀ ਜਾਵੇ। ਉਨ੍ਹਾਂ ਕਿਹਾ ਕਿ ਲੋਕਾਂ ਦੇ ਹੱਕਾਂ ਲਈ ਆਵਾਜ਼ ਉਠਾਉਣ ਵਾਲਿਆਂ ਨੂੰ ਡਰਾਉਣਾ ਲੋਕਤੰਤਰ ਲਈ ਖ਼ਤਰਨਾਕ ਹੈ। ਇਸ ਮੌਕੇ ਵੱਖ-ਵੱਖ ਜਥੇਬੰਦੀਆਂ ਦੇ ਆਗੂ ਹਾਜ਼ਰ ਸਨ। <box>8 398 378 491</box>
color-swatch <box>504 2391 672 2411</box>
cancer-photo <box>626 2102 938 2293</box>
